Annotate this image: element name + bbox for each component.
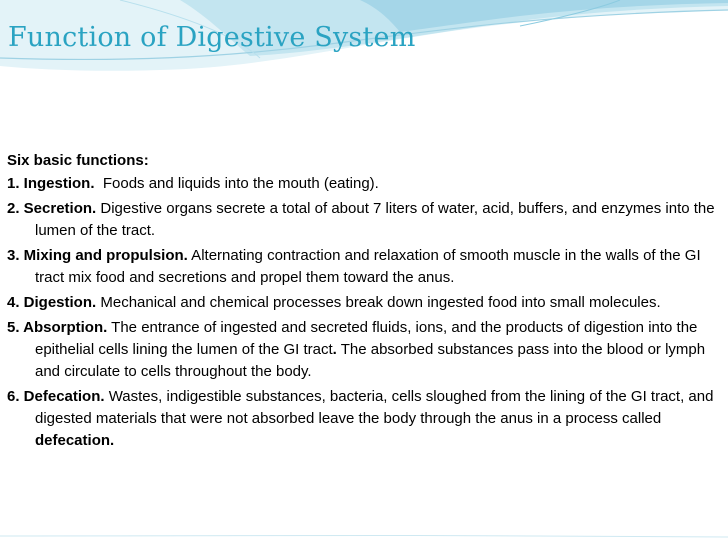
item-text: Wastes, indigestible substances, bacteria, cells sloughed from the lining of the GI tract, and digested materials that were not absorbed leave the body through the anus in a process called [35, 388, 714, 427]
item-label: 6. Defecation. [7, 388, 105, 405]
item-bold-period: . [332, 341, 337, 358]
list-heading: Six basic functions: [7, 152, 149, 169]
list-item-absorption [7, 317, 723, 383]
item-text-after: The absorbed substances pass into the blood or lymph and circulate to cells throughout the body. [35, 341, 706, 380]
slide-content [7, 150, 723, 455]
item-label: 4. Digestion. [7, 294, 97, 311]
list-item-secretion [7, 198, 723, 242]
footer-decoration [0, 533, 728, 546]
item-label: 3. Mixing and propulsion. [7, 247, 188, 264]
list-item-defecation [7, 386, 723, 452]
item-label: 2. Secretion. [7, 200, 97, 217]
list-item-ingestion [7, 173, 723, 195]
item-text: Alternating contraction and relaxation of smooth muscle in the walls of the GI tract mix food and secretions and propel them toward the anus. [35, 247, 701, 286]
item-label: 1. Ingestion. [7, 175, 95, 192]
list-item-digestion [7, 292, 723, 314]
item-text: The entrance of ingested and secreted fluids, ions, and the products of digestion into the epithelial cells lining the lumen of the GI tract [35, 319, 698, 358]
item-bold-term: defecation. [35, 432, 115, 449]
item-label: 5. Absorption. [7, 319, 108, 336]
list-item-mixing-propulsion [7, 245, 723, 289]
slide-title: Function of Digestive System [8, 22, 416, 53]
item-text: Mechanical and chemical processes break down ingested food into small molecules. [96, 294, 661, 311]
item-text: Foods and liquids into the mouth (eating). [94, 175, 379, 192]
item-text: Digestive organs secrete a total of about 7 liters of water, acid, buffers, and enzymes into the lumen of the tract. [35, 200, 715, 239]
